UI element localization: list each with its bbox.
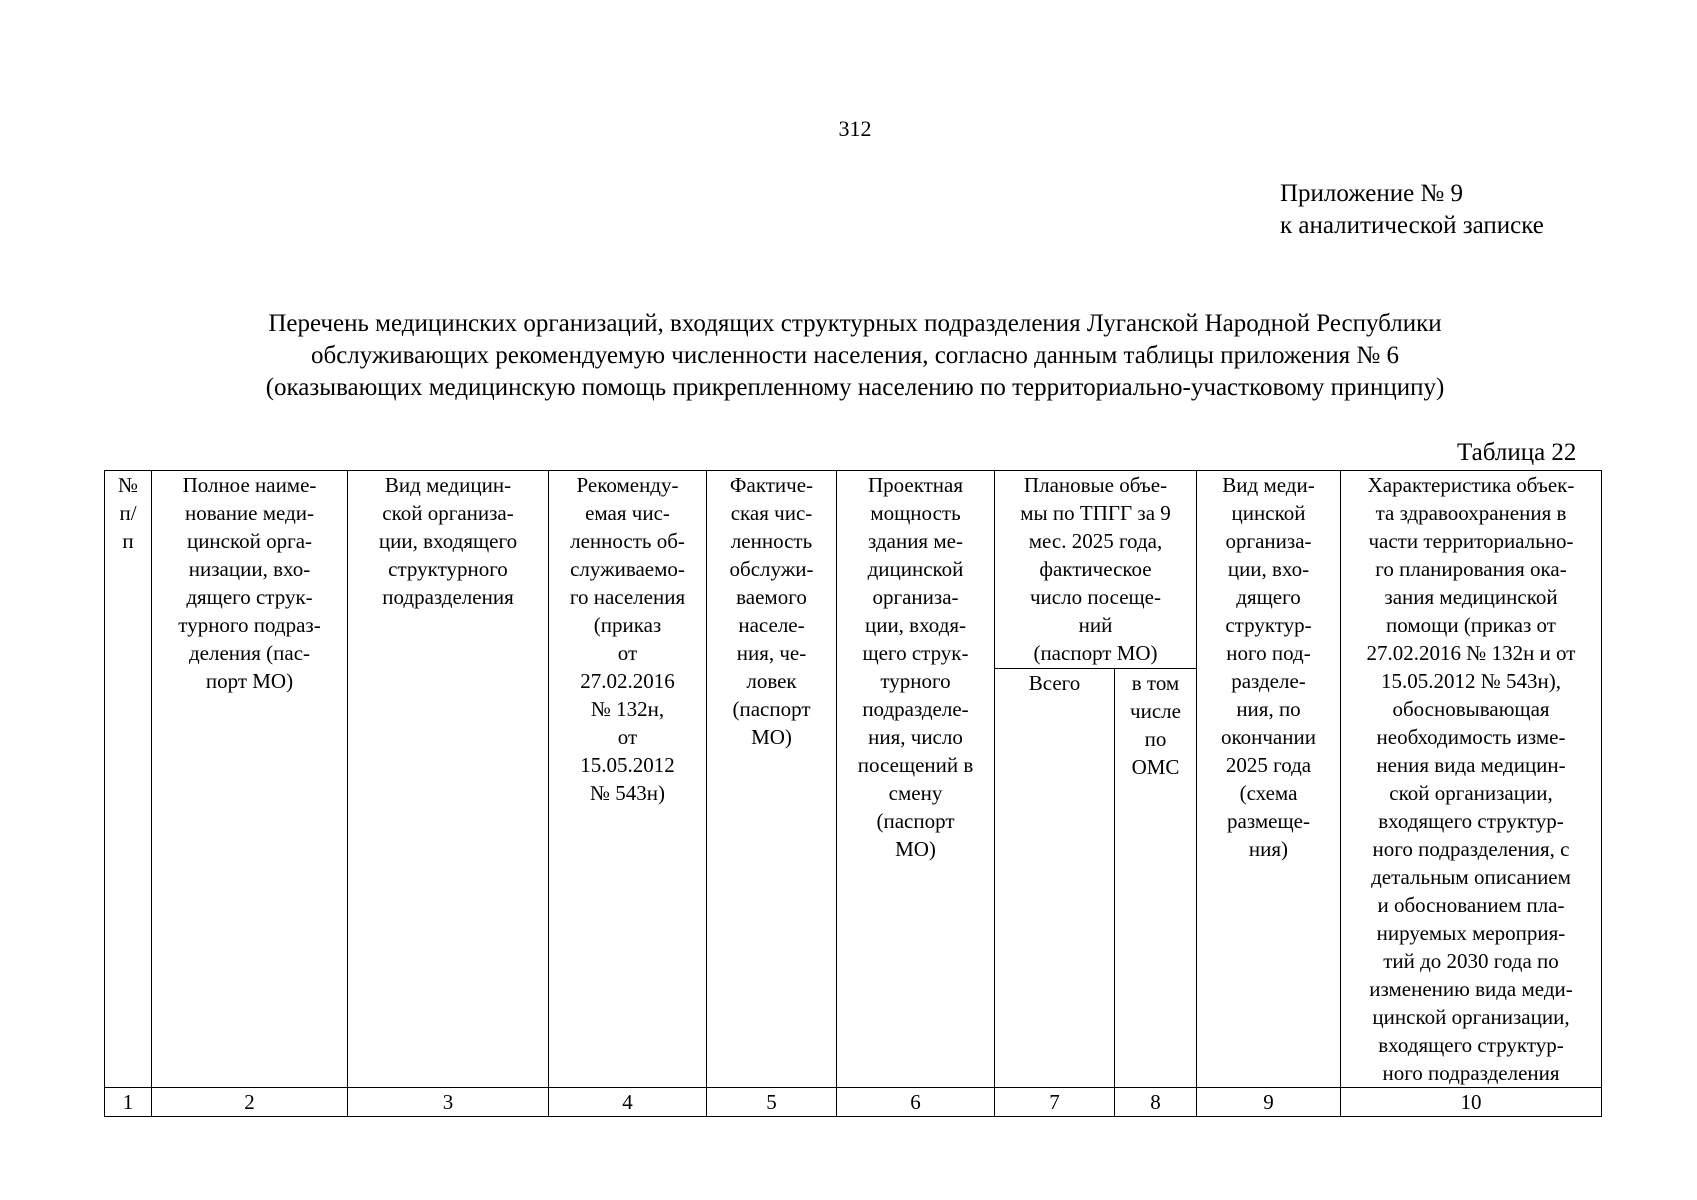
appendix-note <box>1280 178 1544 242</box>
table-label: Таблица 22 <box>1457 439 1577 466</box>
column-number-cell: 1 <box>105 1088 152 1117</box>
organizations-table <box>104 470 1602 1117</box>
header-row <box>105 471 1602 669</box>
page-number: 312 <box>838 116 872 141</box>
column-number-cell: 2 <box>152 1088 348 1117</box>
column-number-cell: 5 <box>707 1088 837 1117</box>
header-col-9: Вид меди- цинской организа- ции, вхо- дящего структур- ного под- разделе- ния, по окончании 2025 года (схема размеще- ния) <box>1197 471 1341 1088</box>
title-line-2: обслуживающих рекомендуемую численности населения, согласно данным таблицы приложения № 6 <box>310 342 1399 369</box>
column-number-cell: 7 <box>995 1088 1115 1117</box>
header-col-6: Проектная мощность здания ме- дицинской организа- ции, входя- щего струк- турного подразделе- ния, число посещений в смену (паспорт МО) <box>837 471 995 1088</box>
header-col-5: Фактиче- ская чис- ленность обслужи- ваемого населе- ния, че- ловек (паспорт МО) <box>707 471 837 1088</box>
column-number-cell: 4 <box>549 1088 707 1117</box>
header-col-7: Всего <box>995 669 1115 1088</box>
column-number-cell: 6 <box>837 1088 995 1117</box>
document-title <box>100 308 1610 404</box>
column-number-cell: 10 <box>1341 1088 1602 1117</box>
header-col-4: Рекоменду- емая чис- ленность об- служиваемо- го населения (приказ от 27.02.2016 № 132н, от 15.05.2012 № 543н) <box>549 471 707 1088</box>
title-line-3: (оказывающих медицинскую помощь прикрепленному населению по территориально-участковому принципу) <box>265 374 1445 401</box>
header-col-10: Характеристика объек- та здравоохранения в части территориально- го планирования ока- зания медицинской помощи (приказ от 27.02.2016 № 132н и от 15.05.2012 № 543н), обосновывающая необходимость изме- нения вида медицин- ской организации, входящего структур- ного подразделения, с детальным описанием и обоснованием пла- нируемых мероприя- тий до 2030 года по изменению вида меди- цинской организации, входящего структур- ного подразделения <box>1341 471 1602 1088</box>
column-number-row <box>105 1088 1602 1117</box>
appendix-line-2: к аналитической записке <box>1280 212 1544 239</box>
column-number-cell: 8 <box>1115 1088 1197 1117</box>
header-col-3: Вид медицин- ской организа- ции, входящего структурного подразделения <box>348 471 549 1088</box>
header-col-7-8-group: Плановые объе- мы по ТПГГ за 9 мес. 2025 года, фактическое число посеще- ний (паспорт МО) <box>995 471 1197 669</box>
header-col-1: № п/ п <box>105 471 152 1088</box>
column-number-cell: 3 <box>348 1088 549 1117</box>
header-col-2: Полное наиме- нование меди- цинской орга- низации, вхо- дящего струк- турного подраз- деления (пас- порт МО) <box>152 471 348 1088</box>
appendix-line-1: Приложение № 9 <box>1280 180 1464 207</box>
title-line-1: Перечень медицинских организаций, входящих структурных подразделения Луганской Народной Республики <box>268 310 1442 337</box>
column-number-cell: 9 <box>1197 1088 1341 1117</box>
header-col-8: в том числе по ОМС <box>1115 669 1197 1088</box>
